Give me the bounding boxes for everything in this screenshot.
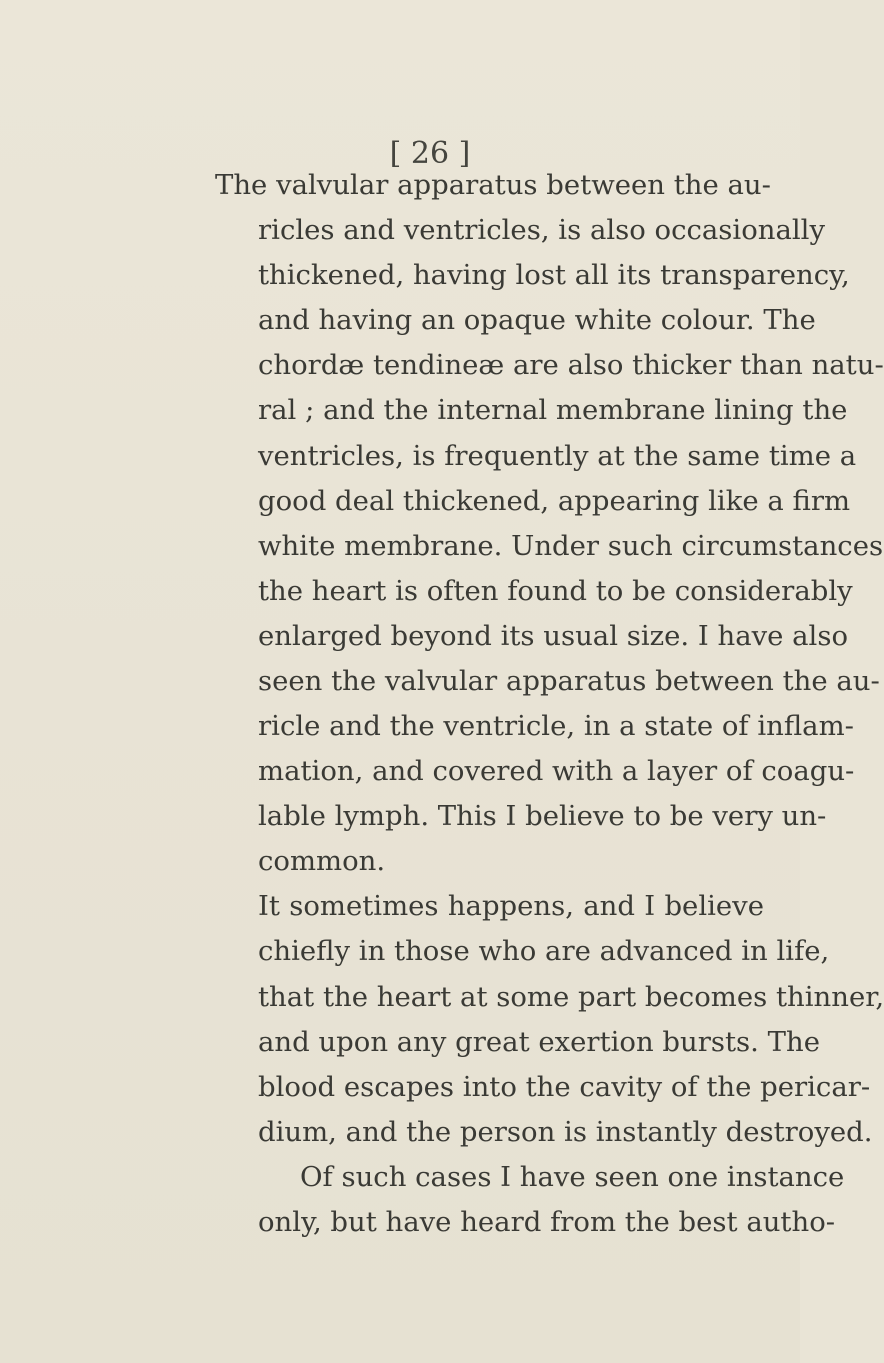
text-line: chiefly in those who are advanced in life, (258, 935, 830, 967)
text-line: Of such cases I have seen one instance (300, 1161, 845, 1193)
text-line: It sometimes happens, and I believe (258, 890, 764, 922)
text-line: mation, and covered with a layer of coagu- (258, 755, 855, 787)
text-line: good deal thickened, appearing like a firm (258, 485, 851, 517)
text-line: white membrane. Under such circumstances (258, 530, 884, 562)
text-line: ricles and ventricles, is also occasionally (258, 214, 825, 246)
text-line: blood escapes into the cavity of the pericar- (258, 1071, 871, 1103)
text-line: only, but have heard from the best autho- (258, 1206, 836, 1238)
text-line: that the heart at some part becomes thinner, (258, 981, 884, 1013)
text-line: lable lymph. This I believe to be very un- (258, 800, 827, 832)
text-line: seen the valvular apparatus between the au- (258, 665, 880, 697)
text-line: and upon any great exertion bursts. The (258, 1026, 820, 1058)
text-line: dium, and the person is instantly destroyed. (258, 1116, 873, 1148)
text-line: enlarged beyond its usual size. I have also (258, 620, 849, 652)
text-line: thickened, having lost all its transparency, (258, 259, 850, 291)
text-line: common. (258, 845, 386, 877)
text-line: and having an opaque white colour. The (258, 304, 816, 336)
text-line: ventricles, is frequently at the same time a (258, 440, 857, 472)
text-line: the heart is often found to be considerably (258, 575, 853, 607)
text-line: The valvular apparatus between the au- (215, 169, 771, 201)
text-line: chordæ tendineæ are also thicker than natu- (258, 349, 884, 381)
text-line: ral ; and the internal membrane lining the (258, 394, 848, 426)
text-line: ricle and the ventricle, in a state of inflam- (258, 710, 854, 742)
page-number: [ 26 ] (389, 136, 471, 171)
